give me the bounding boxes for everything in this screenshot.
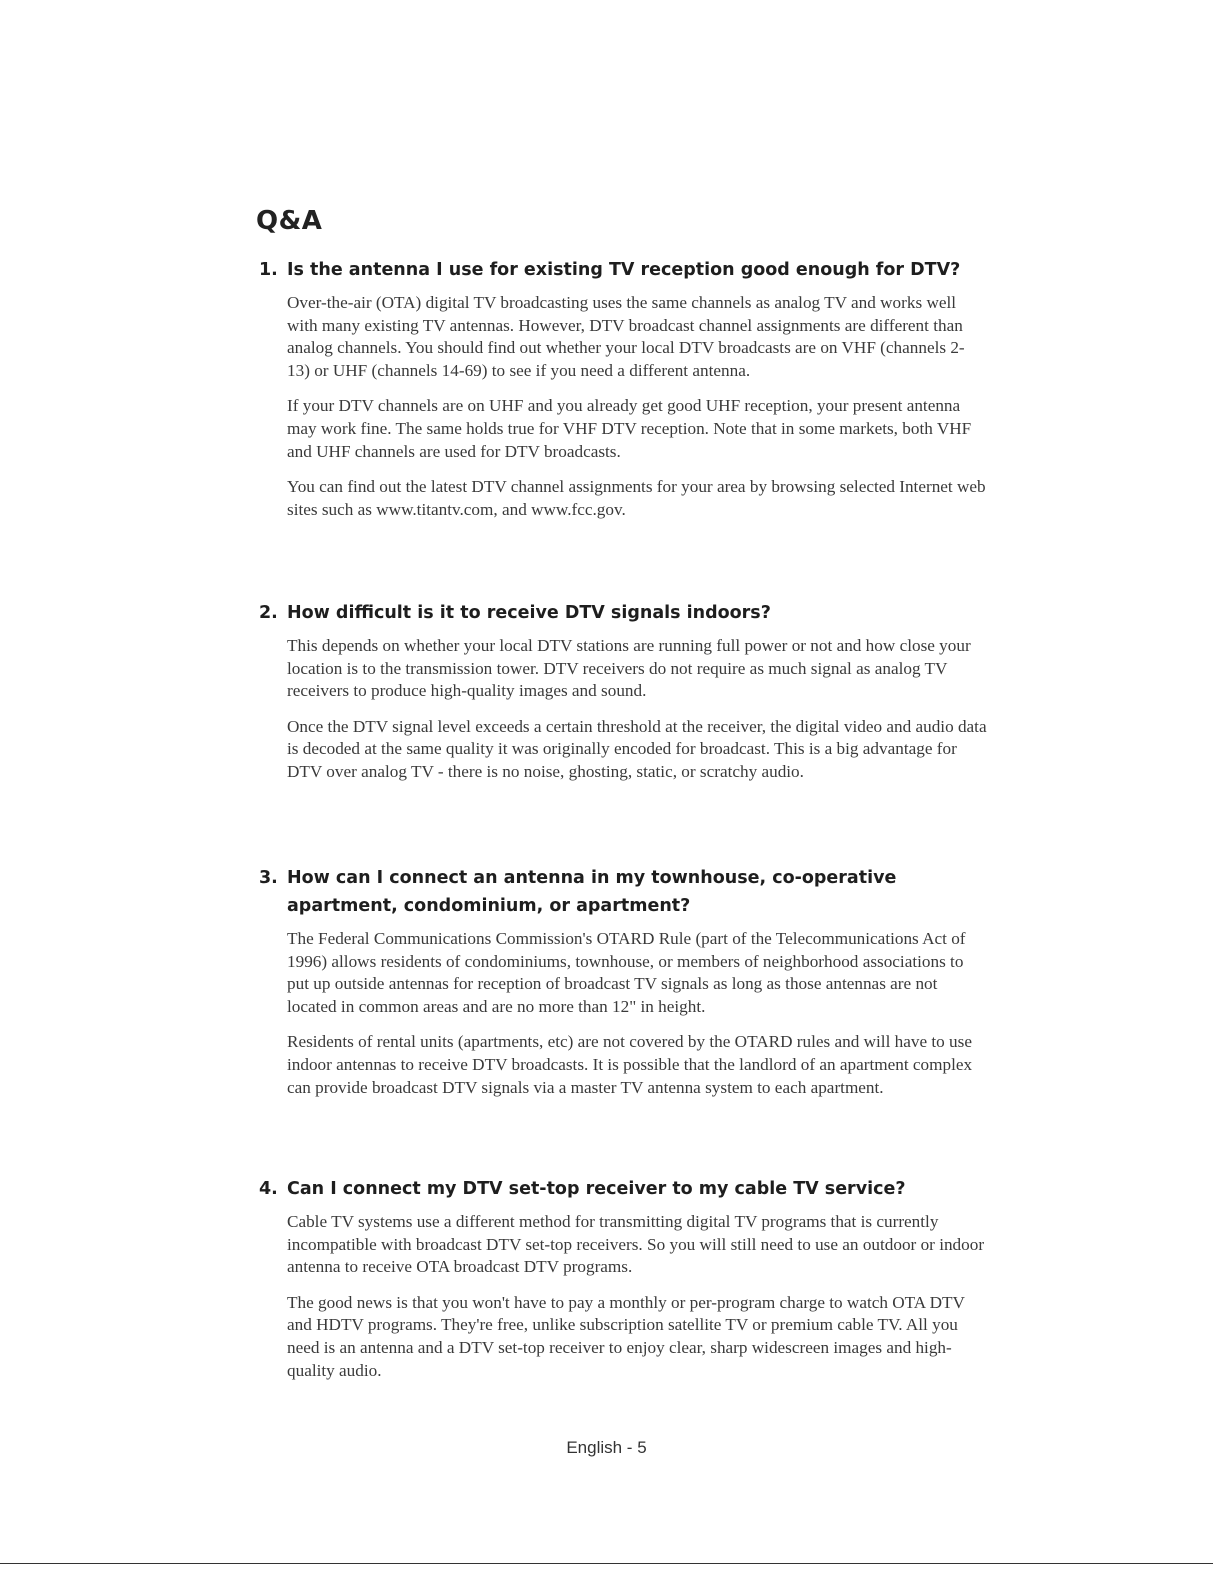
answer-paragraph: Residents of rental units (apartments, etc) are not covered by the OTARD rules and will have to use indoor antennas to receive DTV broadcasts. It is possible that the landlord of an apartment complex can provide broadcast DTV signals via a master TV antenna system to each apartment.	[287, 1032, 973, 1097]
answer-paragraph: If your DTV channels are on UHF and you already get good UHF reception, your present antenna may work fine. The same holds true for VHF DTV reception. Note that in some markets, both VHF and UHF channels are used for DTV broadcasts.	[287, 396, 972, 461]
answer-paragraph: Once the DTV signal level exceeds a certain threshold at the receiver, the digital video and audio data is decoded at the same quality it was originally encoded for broadcast. This is a big advantage for DTV over analog TV - there is no noise, ghosting, static, or scratchy audio.	[287, 716, 987, 781]
question-number: 4.	[259, 1179, 278, 1199]
question-number: 2.	[259, 603, 278, 623]
question-heading	[259, 864, 989, 920]
question-number: 3.	[259, 868, 278, 888]
answer-paragraph: The Federal Communications Commission's OTARD Rule (part of the Telecommunications Act of 1996) allows residents of condominiums, townhouse, or members of neighborhood associations to put up outside antennas for reception of broadcast TV signals as long as those antennas are not located in common areas and are no more than 12" in height.	[287, 929, 966, 1016]
answer-paragraph: You can find out the latest DTV channel assignments for your area by browsing selected Internet web sites such as www.titantv.com, and www.fcc.gov.	[287, 477, 986, 519]
question-heading	[259, 256, 989, 284]
question-text: How difficult is it to receive DTV signals indoors?	[287, 603, 771, 623]
page-title: Q&A	[256, 206, 323, 236]
qa-item-4	[259, 1175, 989, 1395]
question-heading	[259, 1175, 989, 1203]
question-text: How can I connect an antenna in my townhouse, co-operative apartment, condominium, or apartment?	[287, 868, 897, 916]
bottom-rule	[0, 1563, 1213, 1564]
answer-body	[287, 928, 987, 1099]
question-number: 1.	[259, 260, 278, 280]
qa-item-3	[259, 864, 989, 1112]
answer-body	[287, 1211, 987, 1382]
answer-paragraph: The good news is that you won't have to pay a monthly or per-program charge to watch OTA DTV and HDTV programs. They're free, unlike subscription satellite TV or premium cable TV. All you need is an antenna and a DTV set-top receiver to enjoy clear, sharp widescreen images and high-quality audio.	[287, 1292, 965, 1380]
answer-paragraph: Cable TV systems use a different method for transmitting digital TV programs that is currently incompatible with broadcast DTV set-top receivers. So you will still need to use an outdoor or indoor antenna to receive OTA broadcast DTV programs.	[287, 1212, 985, 1277]
answer-body	[287, 635, 987, 784]
page-number: English - 5	[566, 1438, 647, 1457]
qa-item-1	[259, 256, 989, 534]
question-text: Can I connect my DTV set-top receiver to my cable TV service?	[287, 1179, 906, 1199]
answer-paragraph: Over-the-air (OTA) digital TV broadcasting uses the same channels as analog TV and works well with many existing TV antennas. However, DTV broadcast channel assignments are different than analog channels. You should find out whether your local DTV broadcasts are on VHF (channels 2-13) or UHF (channels 14-69) to see if you need a different antenna.	[287, 293, 965, 380]
question-text: Is the antenna I use for existing TV reception good enough for DTV?	[287, 260, 961, 280]
answer-body	[287, 292, 987, 521]
answer-paragraph: This depends on whether your local DTV stations are running full power or not and how close your location is to the transmission tower. DTV receivers do not require as much signal as analog TV receivers to produce high-quality images and sound.	[287, 636, 971, 701]
qa-item-2	[259, 599, 989, 797]
question-heading	[259, 599, 989, 627]
